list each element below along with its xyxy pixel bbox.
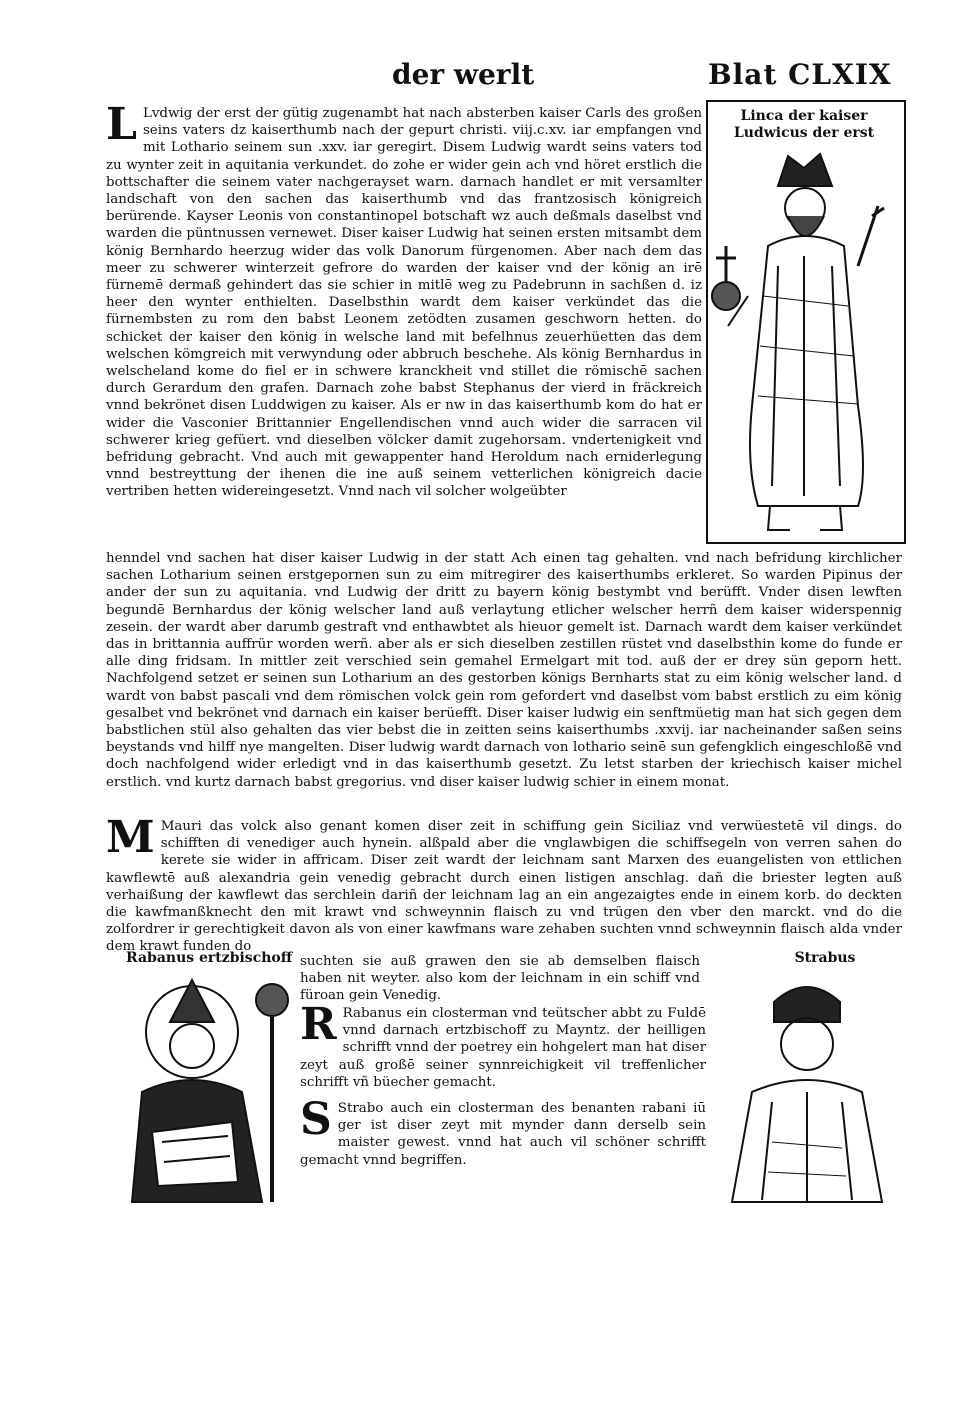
drop-cap: M xyxy=(106,812,155,863)
strabus-portrait-icon xyxy=(712,972,902,1212)
rabanus-portrait-icon xyxy=(112,972,302,1212)
drop-cap: R xyxy=(300,999,337,1050)
folio-number: Blat CLXIX xyxy=(708,58,892,91)
paragraph-rabanus xyxy=(300,999,706,1091)
running-head: der werlt xyxy=(392,58,535,91)
paragraph-text: Strabo auch ein closterman des benanten rabani iū ger ist diser zeyt mit mynder dann derselb sein maister gewest. vnnd hat auch vil schöner schrifft gemacht vnnd begriffen. xyxy=(300,1101,706,1168)
drop-cap: L xyxy=(106,99,137,150)
paragraph-text: Rabanus ein closterman vnd teütscher abbt zu Fuldē vnnd darnach ertzbischoff zu Mayntz. der heilligen schrifft vnnd der poetrey ein hohgelert man hat diser zeyt auß großē seiner synnreichigkeit vil treffenlicher schrifft vñ büecher gemacht. xyxy=(300,1006,706,1090)
paragraph-venedig: suchten sie auß grawen den sie ab demselben flaisch haben nit weyter. also kom der leichnam in ein schiff vnd füroan gein Venedig. xyxy=(300,954,700,1004)
strabus-caption: Strabus xyxy=(794,950,856,966)
paragraph-text: Lvdwig der erst der gütig zugenambt hat nach absterben kaiser Carls des großen seins vaters dz kaiserthumb nach der gepurt christi. viij.c.xv. iar empfangen vnd mit Lothario seinem sun .xxv. iar geregirt. Disem Ludwig wardt seins vaters tod zu wynter zeit in aquitania verkundet. do zohe er wider gein ach vnd höret erstlich die bottschafter die seinem vater nachgerayset warn. darnach handlet er mit versamlter landschaft von den sachen das kaiserthumb vnd das frantzosisch königreich berürende. Kayser Leonis von constantinopel botschaft wz auch deßmals daselbst vnd warden die püntnussen vernewet. Diser kaiser Ludwig hat seinen ersten mitsambt dem könig Bernhardo heerzug wider das volk Danorum fürgenomen. Aber nach dem das meer zu schwerer winterzeit gefrore do warden der kaiser vnd der könig an irē fürnemē dermaß gehindert das sie schier in mitlē weg zu Padebrunn in sachßen d. iz heer den wynter enthielten. Daselbsthin wardt dem kaiser verkündet das die fürnembsten zu rom den babst Leonem zetödten zusamen geschworn hetten. do schicket der kaiser den könig in welsche land mit befelhnus zeuerhüetten das dem welschen kömgreich mit verwyndung oder abbruch beschehe. Als könig Bernhardus in welscheland kome do fiel er in schwere kranckheit vnd stillet die römischē sachen durch Gerardum den grafen. Darnach zohe babst Stephanus der vierd in fräckreich vnnd bekrönet disen Luddwigen zu kaiser. Als er nw in das kaiserthumb kom do hat er wider die Vasconier Brittannier Engellendischen vnnd auch wider die sarracen vil schwerer krieg gefüert. vnd dieselben völcker damit zugehorsam. vndertenigkeit vnd befridung gebracht. Vnd auch mit gewappenter hand Heroldum nach erniderlegung vnnd bestreyttung der ihenen die ine auß seinem vetterlichen königreich dacie vertriben hetten widereingesetzt. Vnnd nach vil solcher wolgeübter xyxy=(106,106,702,500)
paragraph-mauri xyxy=(106,812,902,956)
portrait-caption: Linca der kaiser Ludwicus der erst xyxy=(733,108,875,141)
paragraph-ludwig xyxy=(106,99,702,501)
paragraph-strabo xyxy=(300,1094,706,1169)
paragraph-ludwig-continued: henndel vnd sachen hat diser kaiser Ludwig in der statt Ach einen tag gehalten. vnd nach befridung kirchlicher sachen Lotharium seinen erstgepornen sun zu eim mitregirer des kaiserthumbs erkleret. So warden Pipinus der ander der sun zu aquitania. vnd Ludwig der dritt zu bayern könig bestymbt vnd berüfft. Vnder disen lewften begundē Bernhardus der könig welscher land auß verlaytung etlicher welscher herrñ dem kaiser widerspennig zesein. der wardt aber darumb gestraft vnd enthawbtet als hieuor gemelt ist. Darnach wardt dem kaiser verkündet das in brittannia auffrür worden werñ. aber als er sich dieselben zestillen rüstet vnd daselbsthin kome do funde er alle ding fridsam. In mittler zeit verschied sein gemahel Ermelgart mit tod. auß der er drey sün geporn hett. Nachfolgend setzet er seinen sun Lotharium an des gestorben königs Bernharts stat zu eim könig welscher land. d wardt von babst pascali vnd dem römischen volck gein rom gefordert vnd daselbst vom babst erstlich zu eim könig gesalbet vnd bekrönet vnd darnach ein kaiser berüefft. Diser kaiser ludwig ein senftmüetig man hat sich gegen dem babstlichen stül also gehalten das vier bebst die in zeitten seins kaiserthumbs .xxvij. iar nacheinander saßen seins beystands vnd hilff nye mangelten. Diser ludwig wardt darnach von lothario seinē sun gefengklich eingeschloßē vnd doch nachfolgend wider erledigt vnd in das kaiserthumb gesetzt. Zu letst starben der kriechisch kaiser michel erstlich. vnd kurtz darnach babst gregorius. vnd diser kaiser ludwig schier in einem monat. xyxy=(106,551,902,790)
emperor-portrait-icon xyxy=(708,146,900,538)
paragraph-text: Mauri das volck also genant komen diser zeit in schiffung gein Siciliaz vnd verwüestetē vil dings. do schifften di venediger auch hynein. alßpald aber die vnglawbigen die schiffsegeln von verren sahen do kerete sie wider in affricam. Diser zeit wardt der leichnam sant Marxen des euangelisten von ettlichen kawflewtē auß alexandria gein venedig gebracht durch einen listigen anschlag. dañ die briester legten auß verhaißung der kawflewt das serchlein dariñ der leichnam lag an ein angezaigtes ende in einem korb. do deckten die kawfmanßknecht den mit krawt vnd schweynnin flaisch zu vnd trügen den vber den marckt. vnd do die zolfordrer ir gerechtigkeit davon als von einer kawfmans ware zehaben suchten vnnd schweynnin flaisch alda vnder dem krawt funden do xyxy=(106,819,902,955)
rabanus-caption: Rabanus ertzbischoff xyxy=(126,950,293,966)
drop-cap: S xyxy=(300,1094,332,1145)
